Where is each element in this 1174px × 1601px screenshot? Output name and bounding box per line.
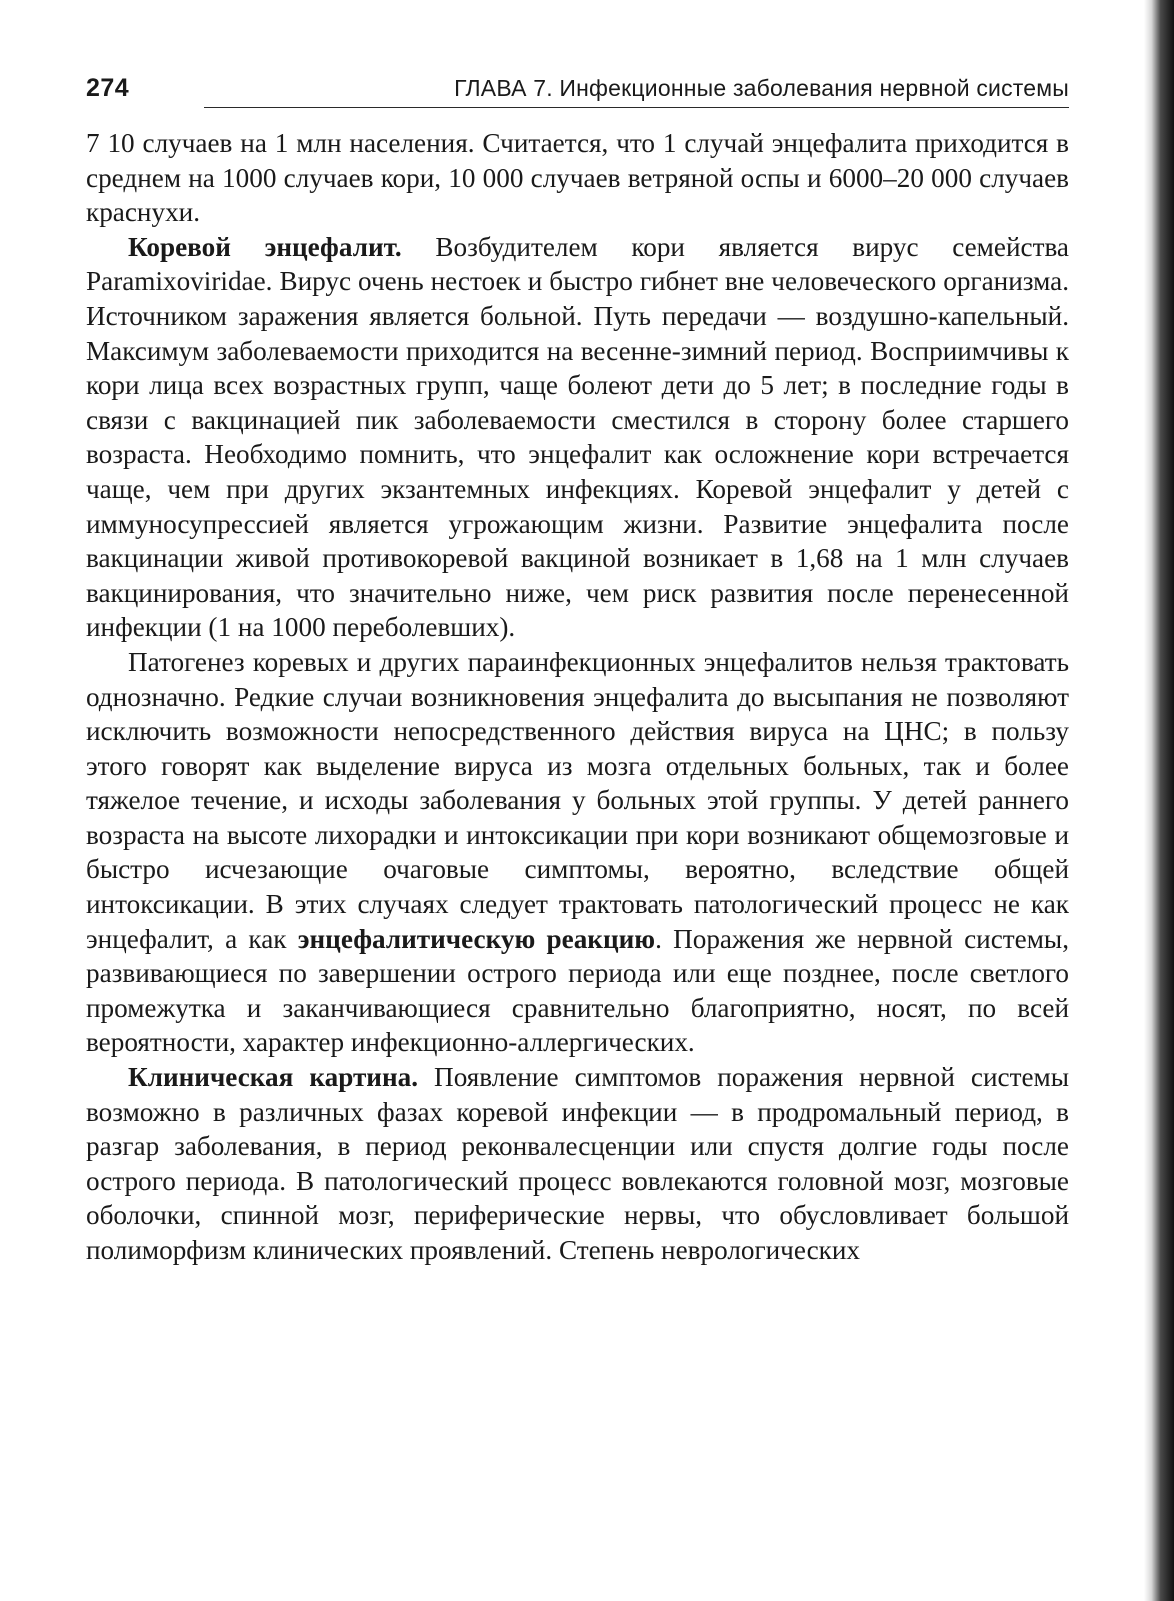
paragraph-clinical-picture — [86, 1060, 1069, 1268]
paragraph-text: Появление симптомов поражения нервной системы возможно в различных фазах коревой инфекции — в продромальный период, в разгар заболевания, в период реконвалесценции или спустя долгие годы после острого периода. В патологический процесс вовлекаются головной мозг, мозговые оболочки, спинной мозг, периферические нервы, что обусловливает большой полиморфизм клинических проявлений. Степень неврологических — [86, 1062, 1070, 1265]
paragraph-pathogenesis — [86, 645, 1069, 1060]
scan-edge-shadow — [1144, 0, 1174, 1601]
body-text — [86, 126, 1069, 1268]
paragraph-measles-encephalitis — [86, 230, 1069, 645]
paragraph-text: 7 10 случаев на 1 млн населения. Считается, что 1 случай энцефалита приходится в среднем на 1000 случаев кори, 10 000 случаев ветряной оспы и 6000–20 000 случаев краснухи. — [86, 128, 1069, 228]
paragraph-text: Патогенез коревых и других параинфекционных энцефалитов нельзя трактовать однозначно. Редкие случаи возникновения энцефалита до высыпания не позволяют исключить возможности непосредственного действия вируса на ЦНС; в пользу этого говорят как выделение вируса из мозга отдельных больных, так и более тяжелое течение, и исходы заболевания у больных этой группы. У детей раннего возраста на высоте лихорадки и интоксикации при кори возникают общемозговые и быстро исчезающие очаговые симптомы, вероятно, вследствие общей интоксикации. В этих случаях следует трактовать патологический процесс не как энцефалит, а как — [86, 646, 1069, 954]
paragraph-text: . Поражения же нервной системы, развивающиеся по завершении острого периода или еще позднее, после светлого промежутка и заканчивающиеся сравнительно благоприятно, носят, по всей вероятности, характер инфекционно-аллергических. — [86, 923, 1069, 1058]
running-head: ГЛАВА 7. Инфекционные заболевания нервной системы — [454, 75, 1069, 101]
page-header — [86, 72, 1069, 108]
paragraph-lead-heading: Коревой энцефалит. — [128, 231, 402, 262]
paragraph-text: Возбудителем кори является вирус семейства Paramixoviridae. Вирус очень нестоек и быстро гибнет вне человеческого организма. Источником заражения является больной. Путь передачи — воздушно-капельный. Максимум заболеваемости приходится на весенне-зимний период. Восприимчивы к кори лица всех возрастных групп, чаще болеют дети до 5 лет; в последние годы в связи с вакцинацией пик заболеваемости сместился в сторону более старшего возраста. Необходимо помнить, что энцефалит как осложнение кори встречается чаще, чем при других экзантемных инфекциях. Коревой энцефалит у детей с иммуносупрессией является угрожающим жизни. Развитие энцефалита после вакцинации живой противокоревой вакциной возникает в 1,68 на 1 млн случаев вакцинирования, что значительно ниже, чем риск развития после перенесенной инфекции (1 на 1000 переболевших). — [86, 231, 1069, 643]
paragraph-continuation — [86, 126, 1069, 230]
paragraph-lead-heading: Клиническая картина. — [128, 1062, 419, 1093]
page-number: 274 — [86, 74, 130, 102]
header-rule — [204, 107, 1069, 108]
bold-term: энцефалитическую реакцию — [297, 923, 656, 954]
